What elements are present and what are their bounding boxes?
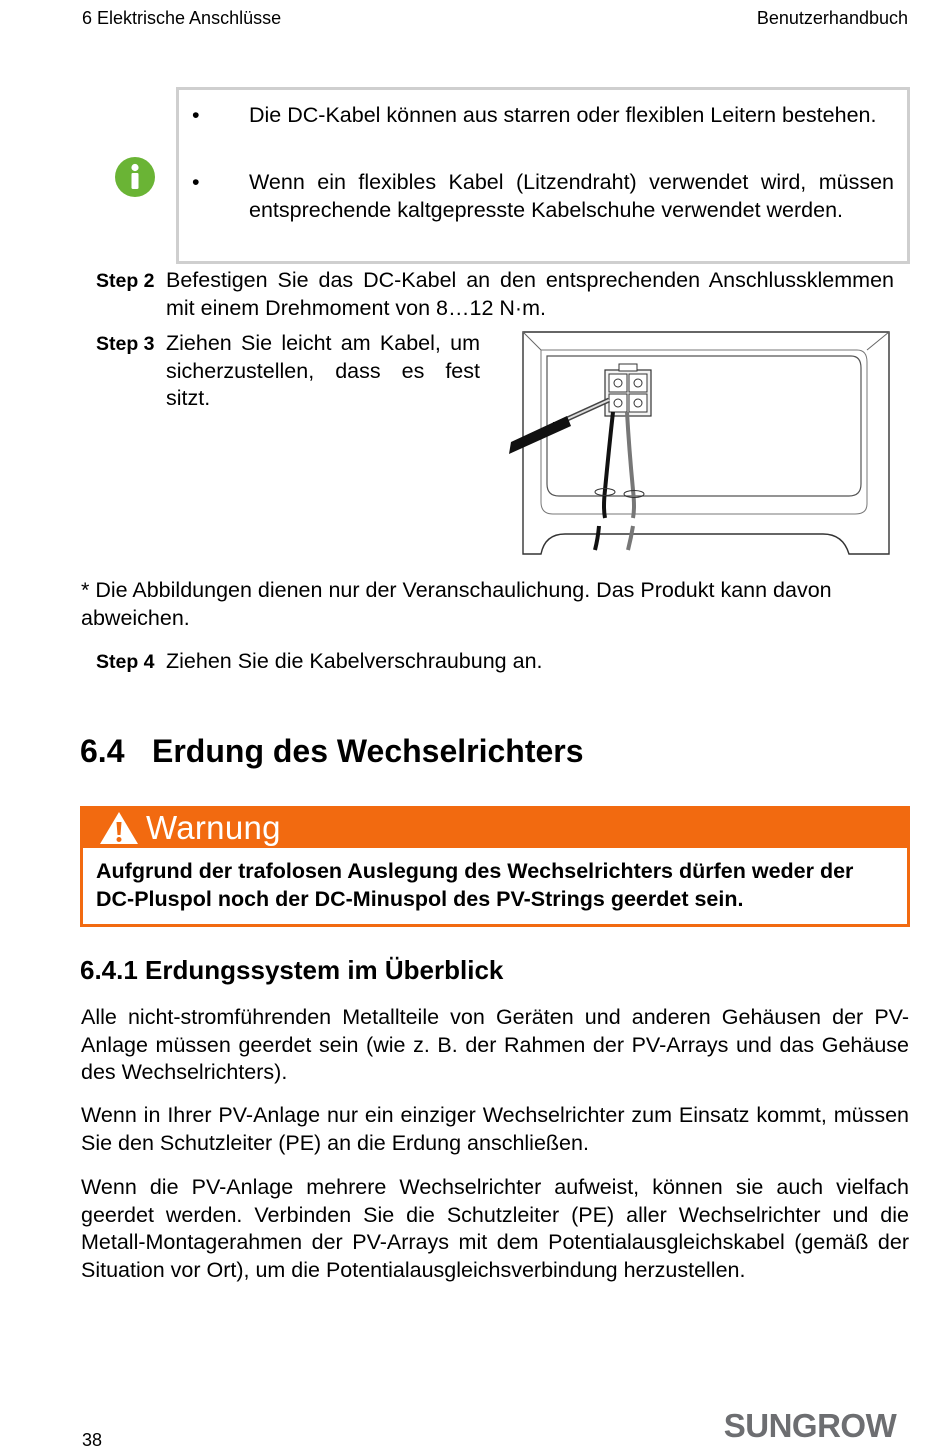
running-header-chapter: 6 Elektrische Anschlüsse (82, 8, 282, 28)
bullet: • (192, 103, 200, 127)
paragraph: Alle nicht-stromführenden Metallteile von Geräten und anderen Gehäusen der PV-Anlage müssen geerdet sein (wie z. B. der Rahmen der PV-Arrays und das Gehäuse des Wechselrichters). (81, 1005, 909, 1084)
section-title: Erdung des Wechselrichters (152, 733, 584, 769)
paragraph: Wenn in Ihrer PV-Anlage nur ein einziger Wechselrichter zum Einsatz kommt, müssen Sie den Schutzleiter (PE) an die Erdung anschließen. (81, 1103, 909, 1155)
sungrow-logo (712, 1408, 908, 1442)
step-text: Befestigen Sie das DC-Kabel an den entsprechenden Anschlussklemmen mit einem Drehmoment von 8…12 N·m. (166, 268, 894, 320)
warning-title: Warnung (146, 809, 281, 846)
bullet: • (192, 170, 200, 194)
note-item-text: Wenn ein flexibles Kabel (Litzendraht) verwendet wird, müssen entsprechende kaltgepresste Kabelschuhe verwendet werden. (249, 170, 894, 222)
note-item-text: Die DC-Kabel können aus starren oder flexiblen Leitern bestehen. (249, 103, 877, 127)
info-icon (115, 157, 155, 197)
wiring-illustration (505, 328, 897, 560)
section-number: 6.4 (80, 733, 125, 769)
paragraph: Wenn die PV-Anlage mehrere Wechselrichter aufweist, können sie auch vielfach geerdet werden. Verbinden Sie die Schutzleiter (PE) aller Wechselrichter und die Metall-Montagerahmen der PV-Arrays mit dem Potentialausgleichskabel (gemäß der Situation vor Ort), um die Potentialausgleichsverbindung herzustellen. (81, 1175, 909, 1282)
running-header-title: Benutzerhandbuch (756, 8, 908, 28)
logo-text: SUNGROW (723, 1408, 897, 1442)
page-number: 38 (82, 1430, 103, 1450)
step-text: Ziehen Sie die Kabelverschraubung an. (166, 649, 543, 673)
warning-triangle-icon (98, 810, 140, 846)
step-label: Step 4 (96, 651, 155, 673)
illustration-disclaimer: * Die Abbildungen dienen nur der Veranschaulichung. Das Produkt kann davon abweichen. (81, 578, 832, 630)
step-label: Step 3 (96, 333, 155, 355)
subsection-title: 6.4.1 Erdungssystem im Überblick (80, 955, 504, 985)
step-text: Ziehen Sie leicht am Kabel, um sicherzustellen, dass es fest sitzt. (166, 331, 480, 410)
step-label: Step 2 (96, 270, 155, 292)
warning-text: Aufgrund der trafolosen Auslegung des Wechselrichters dürfen weder der DC-Pluspol noch der DC-Minuspol des PV-Strings geerdet sein. (96, 859, 854, 911)
